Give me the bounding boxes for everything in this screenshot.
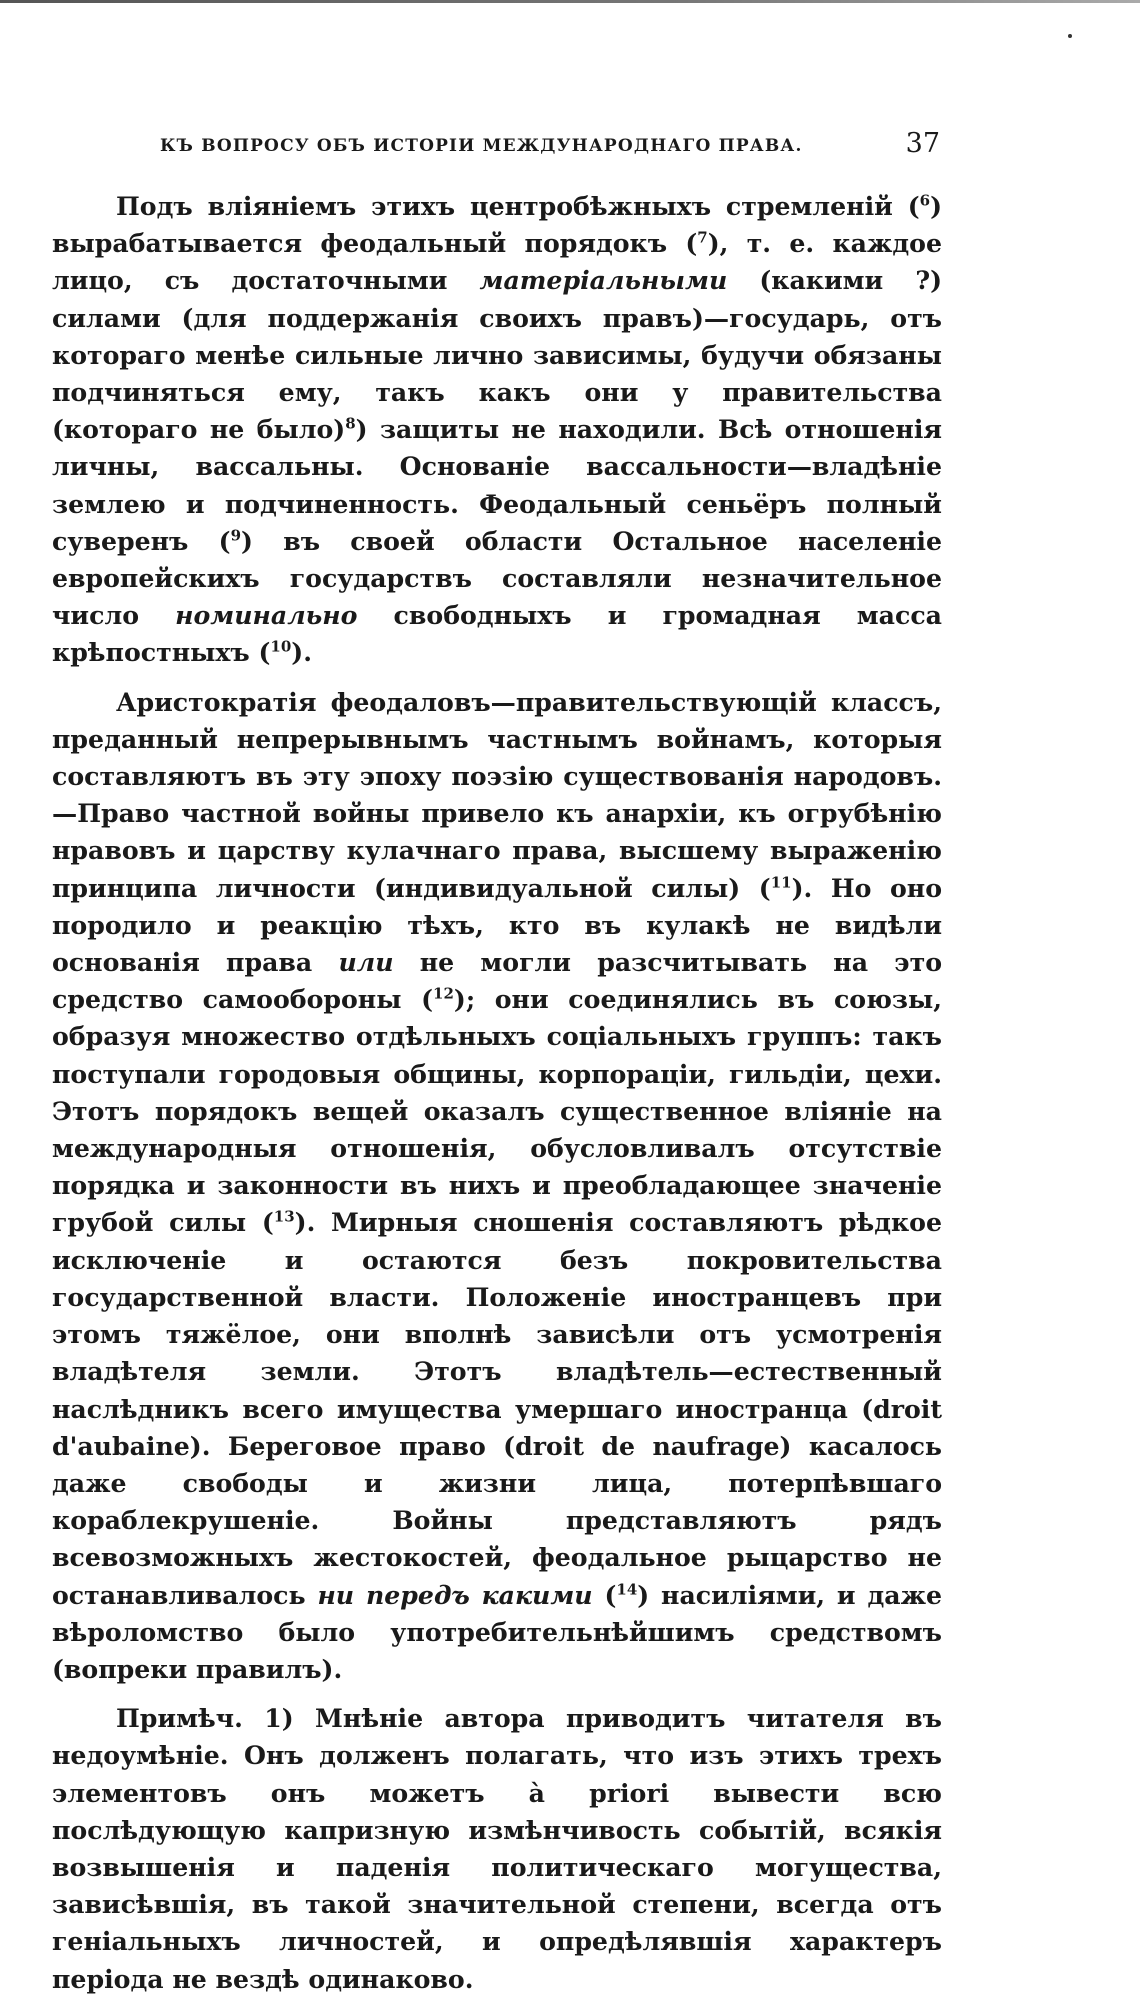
page-number: 37 xyxy=(905,128,940,159)
paragraph xyxy=(52,684,942,1688)
footnote-ref: 8 xyxy=(345,414,356,433)
text-run: ) насиліями, и даже вѣроломство было употребительнѣйшимъ средствомъ (вопреки правилъ). xyxy=(52,1579,943,1684)
text-run: ). Но оно породило и реакцію тѣхъ, кто въ кулакѣ не видѣли основанія права xyxy=(52,872,942,978)
text-run: ) защиты не находили. Всѣ отношенія личны, вассальны. Основаніе вассальности—владѣніе землею и подчиненность. Феодальный сеньёръ полный суверенъ ( xyxy=(52,414,943,556)
text-run: ). xyxy=(291,637,312,668)
footnote-ref: 11 xyxy=(770,873,792,892)
page-header xyxy=(160,128,940,168)
footnote-ref: 14 xyxy=(616,1580,638,1599)
text-run: (какими ?) силами (для поддержанія своихъ правъ)—государь, отъ котораго менѣе сильные лично зависимы, будучи обязаны подчиняться ему, такъ какъ они у правительства (котораго не было) xyxy=(52,265,942,445)
scan-speck xyxy=(1068,34,1072,38)
footnote-ref: 6 xyxy=(919,191,931,210)
footnote-ref: 12 xyxy=(433,984,454,1003)
text-run: свободныхъ и громадная масса крѣпостныхъ ( xyxy=(52,600,942,668)
text-run: ) вырабатывается феодальный порядокъ ( xyxy=(52,191,942,259)
text-run: ), т. е. каждое лицо, съ достаточными xyxy=(52,228,943,296)
paragraph xyxy=(52,1700,942,1998)
text-run: ( xyxy=(592,1579,617,1610)
footnote-ref: 9 xyxy=(230,526,242,545)
text-run: Подъ вліяніемъ этихъ центробѣжныхъ стремленій ( xyxy=(116,191,920,221)
footnote-ref: 13 xyxy=(273,1208,295,1227)
text-run: ) въ своей области Остальное населеніе европейскихъ государствъ составляли незначительное число xyxy=(52,525,942,631)
scan-edge xyxy=(0,0,1140,3)
emphasis: или xyxy=(338,947,394,978)
text-run: не могли разсчитывать на это средство самообороны ( xyxy=(52,947,943,1015)
text-run: ); они соединялись въ союзы, образуя множество отдѣльныхъ соціальныхъ группъ: такъ поступали городовыя общины, корпораціи, гильдіи, цехи. Этотъ порядокъ вещей оказалъ существенное вліяніе на международныя отношенія, обусловливалъ отсутствіе порядка и законности въ нихъ и преобладающее значеніе грубой силы ( xyxy=(52,984,942,1238)
text-run: ). Мирныя сношенія составляютъ рѣдкое исключеніе и остаются безъ покровительства государственной власти. Положеніе иностранцевъ при этомъ тяжёлое, они вполнѣ зависѣли отъ усмотренія владѣтеля земли. Этотъ владѣтель—естественный наслѣдникъ всего имущества умершаго иностранца (droit d'aubaine). Береговое право (droit de naufrage) касалось даже свободы и жизни лица, потерпѣвшаго кораблекрушеніе. Войны представляютъ рядъ всевозможныхъ жестокостей, феодальное рыцарство не останавливалось xyxy=(52,1207,942,1610)
footnote-ref: 7 xyxy=(697,228,708,247)
paragraph xyxy=(52,188,942,672)
emphasis: ни передъ какими xyxy=(317,1579,593,1610)
emphasis: матеріальными xyxy=(479,265,728,296)
text-run: Примѣч. 1) Мнѣніе автора приводитъ читателя въ недоумѣніе. Онъ долженъ полагать, что изъ этихъ трехъ элементовъ онъ можетъ à priori вывести всю послѣдующую капризную измѣнчивость событій, всякія возвышенія и паденія политическаго могущества, зависѣвшія, въ такой значительной степени, всегда отъ геніальныхъ личностей, и опредѣлявшія характеръ періода не вездѣ одинаково. xyxy=(52,1703,942,1994)
body-text xyxy=(52,188,942,2010)
footnote-ref: 10 xyxy=(270,638,292,657)
text-run: Аристократія феодаловъ—правительствующій классъ, преданный непрерывнымъ частнымъ войнамъ, которыя составляютъ въ эту эпоху поэзію существованія народовъ.—Право частной войны привело къ анархіи, къ огрубѣнію нравовъ и царству кулачнаго права, высшему выраженію принципа личности (индивидуальной силы) ( xyxy=(52,686,942,903)
emphasis: номинально xyxy=(175,600,358,631)
running-head: КЪ ВОПРОСУ ОБЪ ИСТОРІИ МЕЖДУНАРОДНАГО ПРАВА. xyxy=(160,136,803,156)
